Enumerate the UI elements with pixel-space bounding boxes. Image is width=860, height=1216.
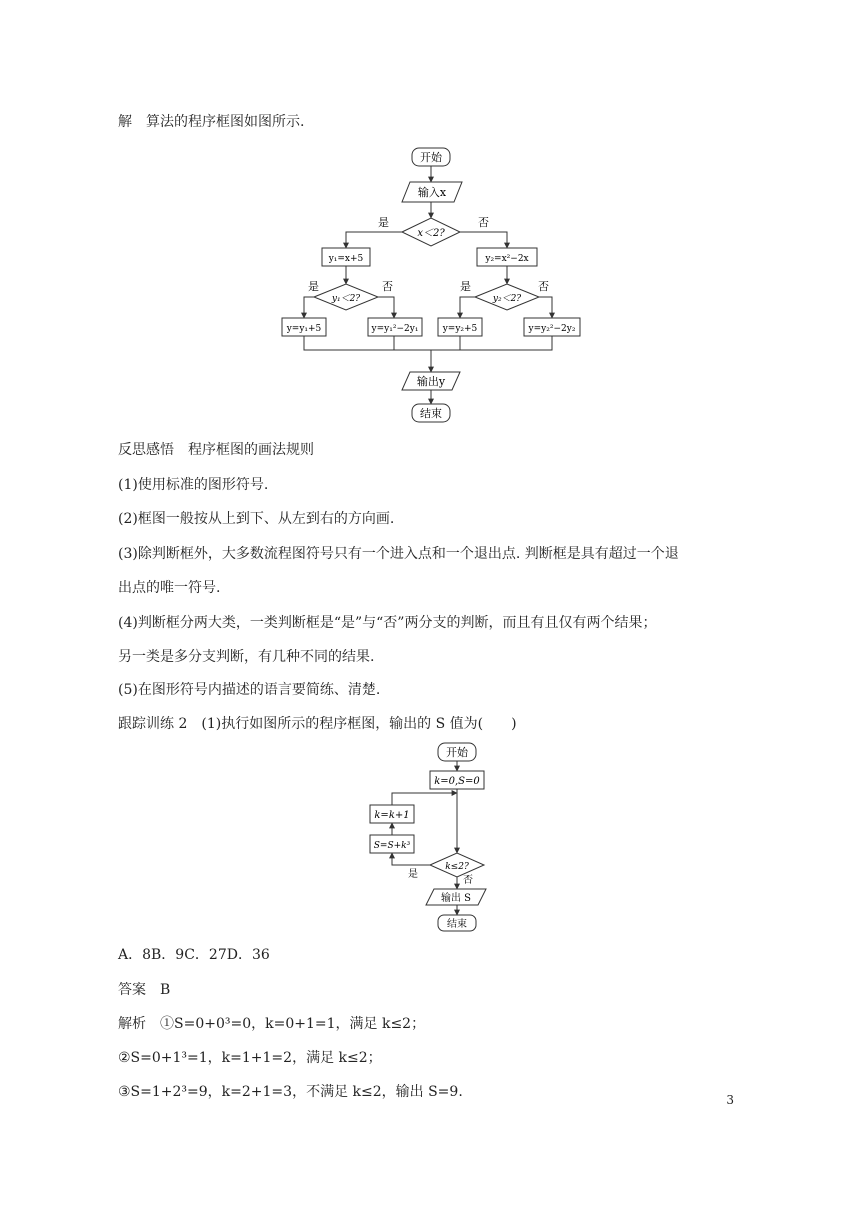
analysis-1: 解析 ①S=0+0³=0，k=0+1=1，满足 k≤2；: [118, 1016, 426, 1032]
reflection-title: 反思感悟 程序框图的画法规则: [118, 442, 314, 458]
exercise-text: 跟踪训练 2 (1)执行如图所示的程序框图，输出的 S 值为( ): [118, 716, 517, 732]
proc-y1-label: y₁=x+5: [328, 254, 364, 264]
yes-label-2: 是: [308, 280, 319, 293]
rule-4b: 另一类是多分支判断，有几种不同的结果.: [118, 649, 375, 665]
proc-ll-label: y=y₁+5: [286, 324, 322, 334]
init-label: k=0,S=0: [434, 776, 480, 787]
output-label-2: 输出 S: [440, 893, 472, 904]
flowchart-2: [0, 735, 860, 945]
no-label-k: 否: [463, 875, 473, 886]
decision-y2-label: y₂＜2?: [492, 294, 522, 304]
no-label-1: 否: [478, 216, 489, 229]
analysis-2: ②S=0+1³=1，k=1+1=2，满足 k≤2；: [118, 1050, 382, 1066]
proc-rr-label: y=y₂²−2y₂: [528, 324, 576, 334]
decision-y1-label: y₁＜2?: [331, 294, 361, 304]
end-label: 结束: [420, 407, 442, 420]
start-label: 开始: [420, 151, 442, 164]
start-label-2: 开始: [446, 746, 468, 759]
proc-y2-label: y₂=x²−2x: [485, 254, 529, 264]
no-label-3: 否: [538, 280, 549, 293]
proc-rl-label: y=y₂+5: [442, 324, 478, 334]
page-number: 3: [726, 1093, 734, 1107]
end-label-2: 结束: [447, 919, 467, 930]
intro-text: 解 算法的程序框图如图所示.: [118, 114, 305, 130]
yes-label-k: 是: [408, 869, 418, 880]
input-label: 输入x: [417, 186, 447, 199]
answer-line: 答案 B: [118, 982, 171, 998]
rule-4a: (4)判断框分两大类，一类判断框是“是”与“否”两分支的判断，而且有且仅有两个结果；: [118, 615, 657, 631]
decision-1-label: x＜2?: [417, 228, 445, 239]
rule-5: (5)在图形符号内描述的语言要简练、清楚.: [118, 682, 381, 698]
acc-label: S=S+k³: [373, 841, 411, 851]
rule-1: (1)使用标准的图形符号.: [118, 477, 269, 493]
analysis-3: ③S=1+2³=9，k=2+1=3，不满足 k≤2，输出 S=9.: [118, 1084, 463, 1100]
yes-label-1: 是: [378, 216, 389, 229]
options-line: A．8B．9C．27D．36: [118, 947, 270, 963]
rule-3b: 出点的唯一符号.: [118, 580, 221, 596]
decision-k-label: k≤2?: [445, 862, 469, 872]
proc-lr-label: y=y₁²−2y₁: [371, 324, 419, 334]
rule-2: (2)框图一般按从上到下、从左到右的方向画.: [118, 511, 395, 527]
inc-label: k=k+1: [374, 810, 410, 821]
output-label: 输出y: [416, 375, 446, 388]
no-label-2: 否: [382, 280, 393, 293]
rule-3a: (3)除判断框外，大多数流程图符号只有一个进入点和一个退出点. 判断框是具有超过一个退: [118, 546, 679, 562]
yes-label-3: 是: [460, 280, 471, 293]
flowchart-1: [0, 140, 860, 570]
